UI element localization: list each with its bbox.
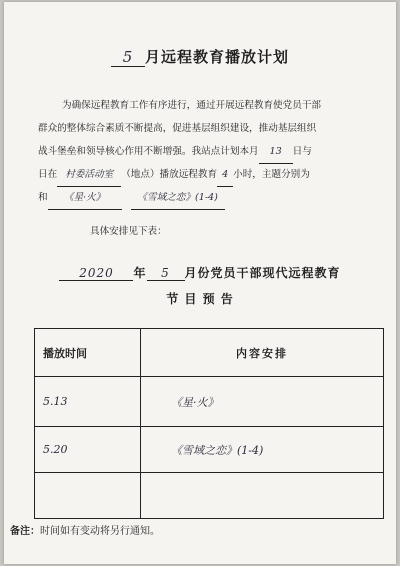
footnote — [10, 522, 160, 537]
intro-line-3-end: 日与 — [292, 146, 312, 157]
table-row — [35, 377, 384, 427]
intro-line-4-mid: （地点）播放远程教育 — [121, 169, 218, 180]
schedule-subtitle: 节 目 预 告 — [166, 292, 234, 306]
table-row — [35, 427, 384, 473]
filled-topic-1: 《星·火》 — [48, 186, 122, 210]
intro-line-2: 群众的整体综合素质不断提高，促进基层组织建设，推动基层组织 — [38, 123, 317, 134]
schedule-year-suffix: 年 — [133, 266, 147, 280]
schedule-table — [34, 328, 384, 519]
intro-line-5-start: 和 — [38, 192, 48, 203]
page-title — [4, 46, 396, 67]
intro-line-4 — [38, 163, 394, 187]
row-1-time: 5.13 — [35, 377, 141, 427]
row-3-time — [35, 473, 141, 519]
table-row — [35, 473, 384, 519]
row-2-time: 5.20 — [35, 427, 141, 473]
title-text: 月远程教育播放计划 — [144, 48, 289, 66]
schedule-heading — [4, 264, 396, 281]
intro-line-4-end: 小时，主题分别为 — [233, 169, 310, 180]
filled-place: 村委活动室 — [57, 163, 121, 187]
intro-line-3-text: 战斗堡垒和领导核心作用不断增强。我站点计划本月 — [38, 146, 259, 157]
row-3-content — [141, 473, 384, 519]
schedule-month: 5 — [147, 266, 185, 281]
footnote-label: 备注： — [10, 526, 40, 537]
intro-line-6: 具体安排见下表： — [90, 226, 167, 237]
header-content: 内容安排 — [141, 329, 384, 377]
intro-line-1: 为确保远程教育工作有序进行，通过开展远程教育使党员干部 — [62, 100, 322, 111]
document-page — [4, 2, 396, 564]
row-2-content: 《雪域之恋》(1-4) — [141, 427, 384, 473]
filled-day: 13 — [259, 140, 293, 164]
row-1-content: 《星·火》 — [141, 377, 384, 427]
filled-hours: 4 — [217, 163, 233, 187]
footnote-text: 时间如有变动将另行通知。 — [40, 526, 160, 537]
intro-line-3 — [38, 140, 394, 164]
header-time: 播放时间 — [35, 329, 141, 377]
title-month: 5 — [111, 48, 145, 67]
intro-line-4-start: 日在 — [38, 169, 58, 180]
table-header-row — [35, 329, 384, 377]
filled-topic-2: 《雪域之恋》(1-4) — [131, 186, 225, 210]
intro-line-5 — [38, 186, 394, 210]
schedule-heading-text: 月份党员干部现代远程教育 — [184, 266, 341, 280]
schedule-year: 2020 — [59, 266, 133, 281]
